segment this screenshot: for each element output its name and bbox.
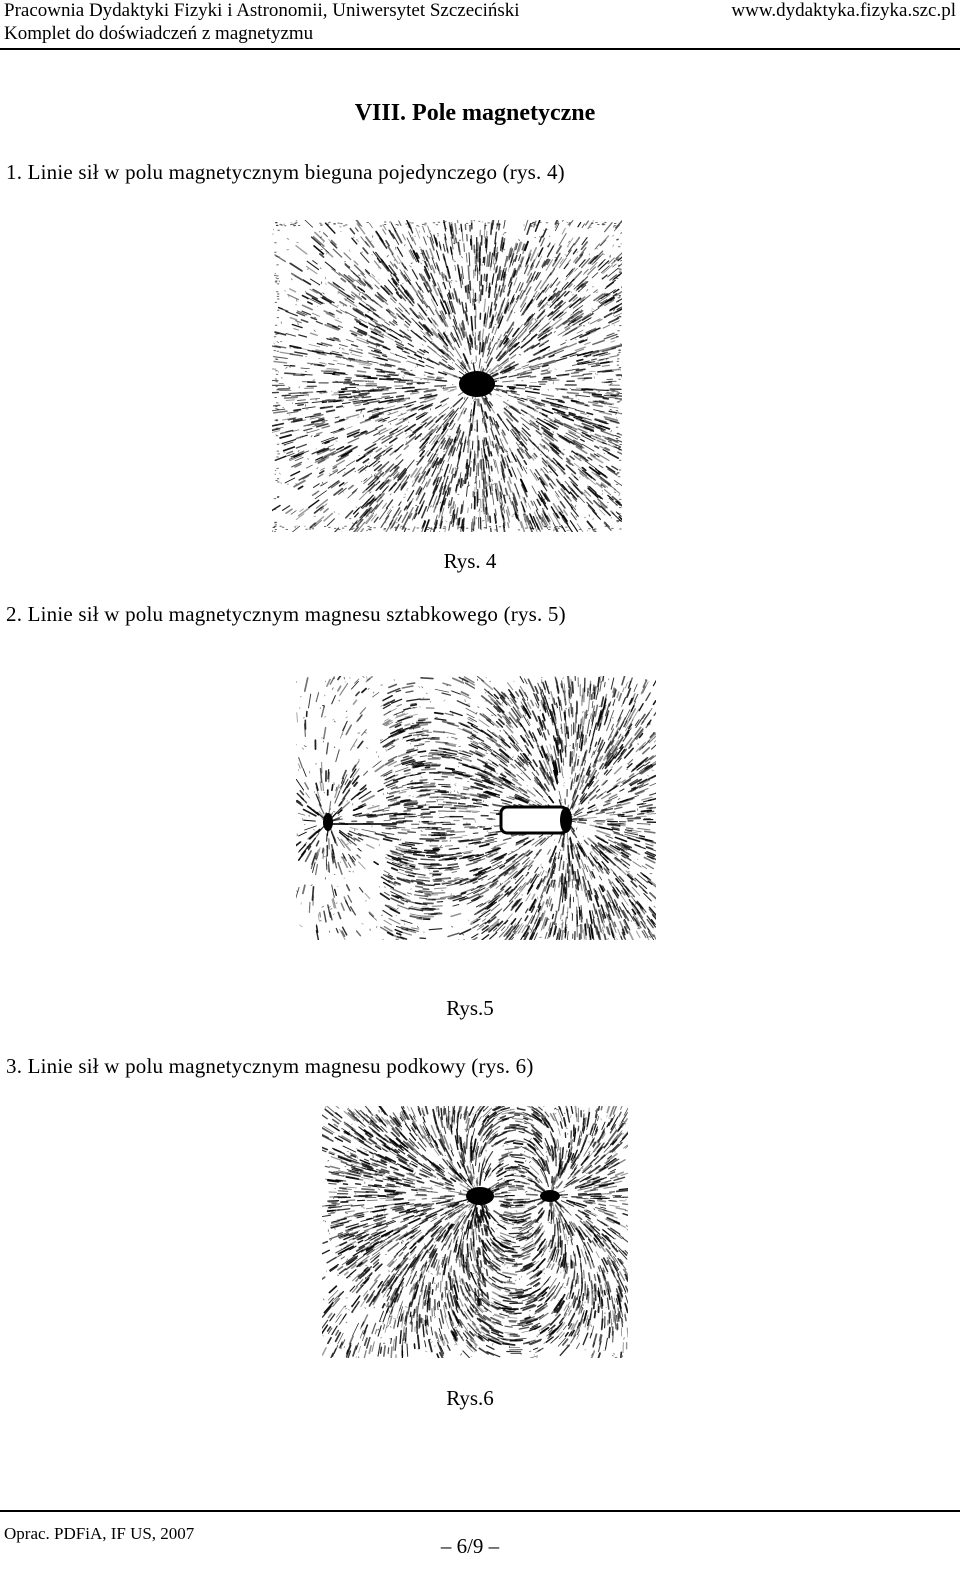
footer-credit: Oprac. PDFiA, IF US, 2007: [4, 1524, 195, 1543]
page-number: ‒ 6/9 ‒: [440, 1534, 500, 1558]
bar-magnet-iron-filings-image: [296, 676, 656, 940]
figure-rys-5: [296, 676, 656, 940]
page-header: [0, 0, 960, 50]
header-institution: Pracownia Dydaktyki Fizyki i Astronomii, Uniwersytet Szczeciński: [4, 0, 520, 21]
caption-rys-4: Rys. 4: [443, 549, 497, 573]
single-pole-iron-filings-image: [272, 220, 622, 532]
section-2-heading: 2. Linie sił w polu magnetycznym magnesu sztabkowego (rys. 5): [6, 602, 566, 626]
page-footer: [0, 1510, 960, 1558]
caption-rys-5: Rys.5: [446, 996, 494, 1020]
figure-rys-4: [272, 220, 622, 532]
figure-rys-6: [322, 1106, 628, 1358]
section-3-heading: 3. Linie sił w polu magnetycznym magnesu podkowy (rys. 6): [6, 1054, 534, 1078]
header-url: www.dydaktyka.fizyka.szc.pl: [731, 0, 956, 21]
page-title: VIII. Pole magnetyczne: [354, 100, 596, 126]
header-subtitle: Komplet do doświadczeń z magnetyzmu: [4, 23, 314, 44]
caption-rys-6: Rys.6: [446, 1386, 494, 1410]
section-1-heading: 1. Linie sił w polu magnetycznym bieguna pojedynczego (rys. 4): [6, 160, 565, 184]
horseshoe-magnet-iron-filings-image: [322, 1106, 628, 1358]
